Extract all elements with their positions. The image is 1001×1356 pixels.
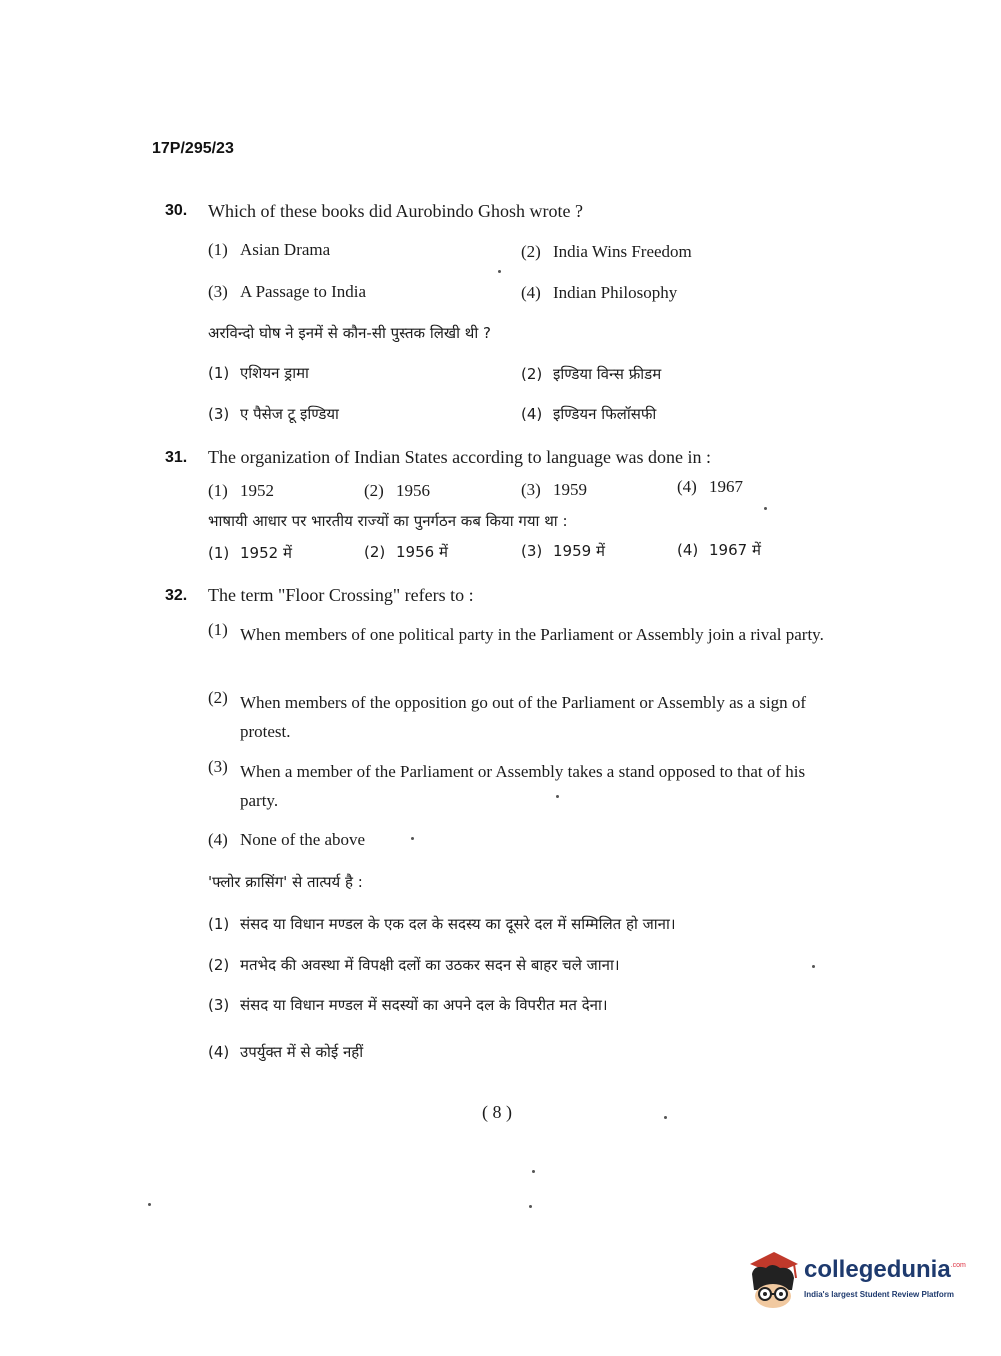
question-number: 31. (165, 449, 188, 466)
question-number: 30. (165, 202, 188, 219)
option-hindi: (3) 1959 में (521, 542, 605, 560)
logo-tagline: India's largest Student Review Platform (804, 1290, 954, 1299)
question-number: 32. (165, 587, 188, 604)
question-text: The organization of Indian States according to language was done in : (208, 447, 712, 467)
option-hindi: (1) संसद या विधान मण्डल के एक दल के सदस्य का दूसरे दल में सम्मिलित हो जाना। (208, 915, 676, 933)
option-hindi: (3) संसद या विधान मण्डल में सदस्यों का अपने दल के विपरीत मत देना। (208, 996, 608, 1014)
scan-speck (532, 1170, 535, 1173)
page-number: ( 8 ) (482, 1102, 512, 1122)
question-text-hindi: 'फ्लोर क्रासिंग' से तात्पर्य है : (208, 873, 363, 891)
question-text-hindi: भाषायी आधार पर भारतीय राज्यों का पुनर्गठन कब किया गया था : (208, 512, 568, 530)
option: (2) 1956 (364, 481, 430, 500)
scan-speck (556, 795, 559, 798)
option: (2) India Wins Freedom (521, 242, 692, 261)
option-hindi: (1) 1952 में (208, 544, 292, 562)
option-hindi: (4) इण्डियन फिलॉसफी (521, 405, 657, 423)
collegedunia-logo[interactable] (744, 1250, 969, 1312)
option: (1) When members of one political party in the Parliament or Assembly join a rival party. (208, 620, 824, 644)
option-hindi: (1) एशियन ड्रामा (208, 364, 309, 382)
scan-speck (664, 1116, 667, 1119)
option-hindi: (2) मतभेद की अवस्था में विपक्षी दलों का उठकर सदन से बाहर चले जाना। (208, 956, 620, 974)
option: (1) Asian Drama (208, 240, 331, 259)
scan-speck (411, 837, 414, 840)
scan-speck (812, 965, 815, 968)
question-text: The term "Floor Crossing" refers to : (208, 585, 474, 605)
option: (4) 1967 (677, 477, 743, 496)
paper-code: 17P/295/23 (152, 140, 234, 157)
option: (3) When a member of the Parliament or Assembly takes a stand opposed to that of his party. (208, 757, 806, 810)
option: (2) When members of the opposition go out of the Parliament or Assembly as a sign of protest. (208, 688, 807, 741)
logo-wordmark: collegedunia$^{.com}$ (804, 1256, 966, 1283)
scan-speck (529, 1205, 532, 1208)
scan-speck (148, 1203, 151, 1206)
option: (1) 1952 (208, 481, 274, 500)
scan-speck (764, 507, 767, 510)
option-hindi: (4) उपर्युक्त में से कोई नहीं (208, 1043, 364, 1061)
question-text: Which of these books did Aurobindo Ghosh wrote ? (208, 201, 583, 221)
option-hindi: (3) ए पैसेज टू इण्डिया (208, 405, 339, 423)
question-text-hindi: अरविन्दो घोष ने इनमें से कौन-सी पुस्तक लिखी थी ? (208, 324, 491, 342)
option-hindi: (4) 1967 में (677, 541, 761, 559)
option: (4) None of the above (208, 830, 366, 849)
mascot-icon (744, 1250, 802, 1310)
option-hindi: (2) 1956 में (364, 543, 448, 561)
option: (4) Indian Philosophy (521, 283, 678, 302)
scan-speck (498, 270, 501, 273)
option: (3) A Passage to India (208, 282, 367, 301)
option-hindi: (2) इण्डिया विन्स फ्रीडम (521, 365, 662, 383)
option: (3) 1959 (521, 480, 587, 499)
